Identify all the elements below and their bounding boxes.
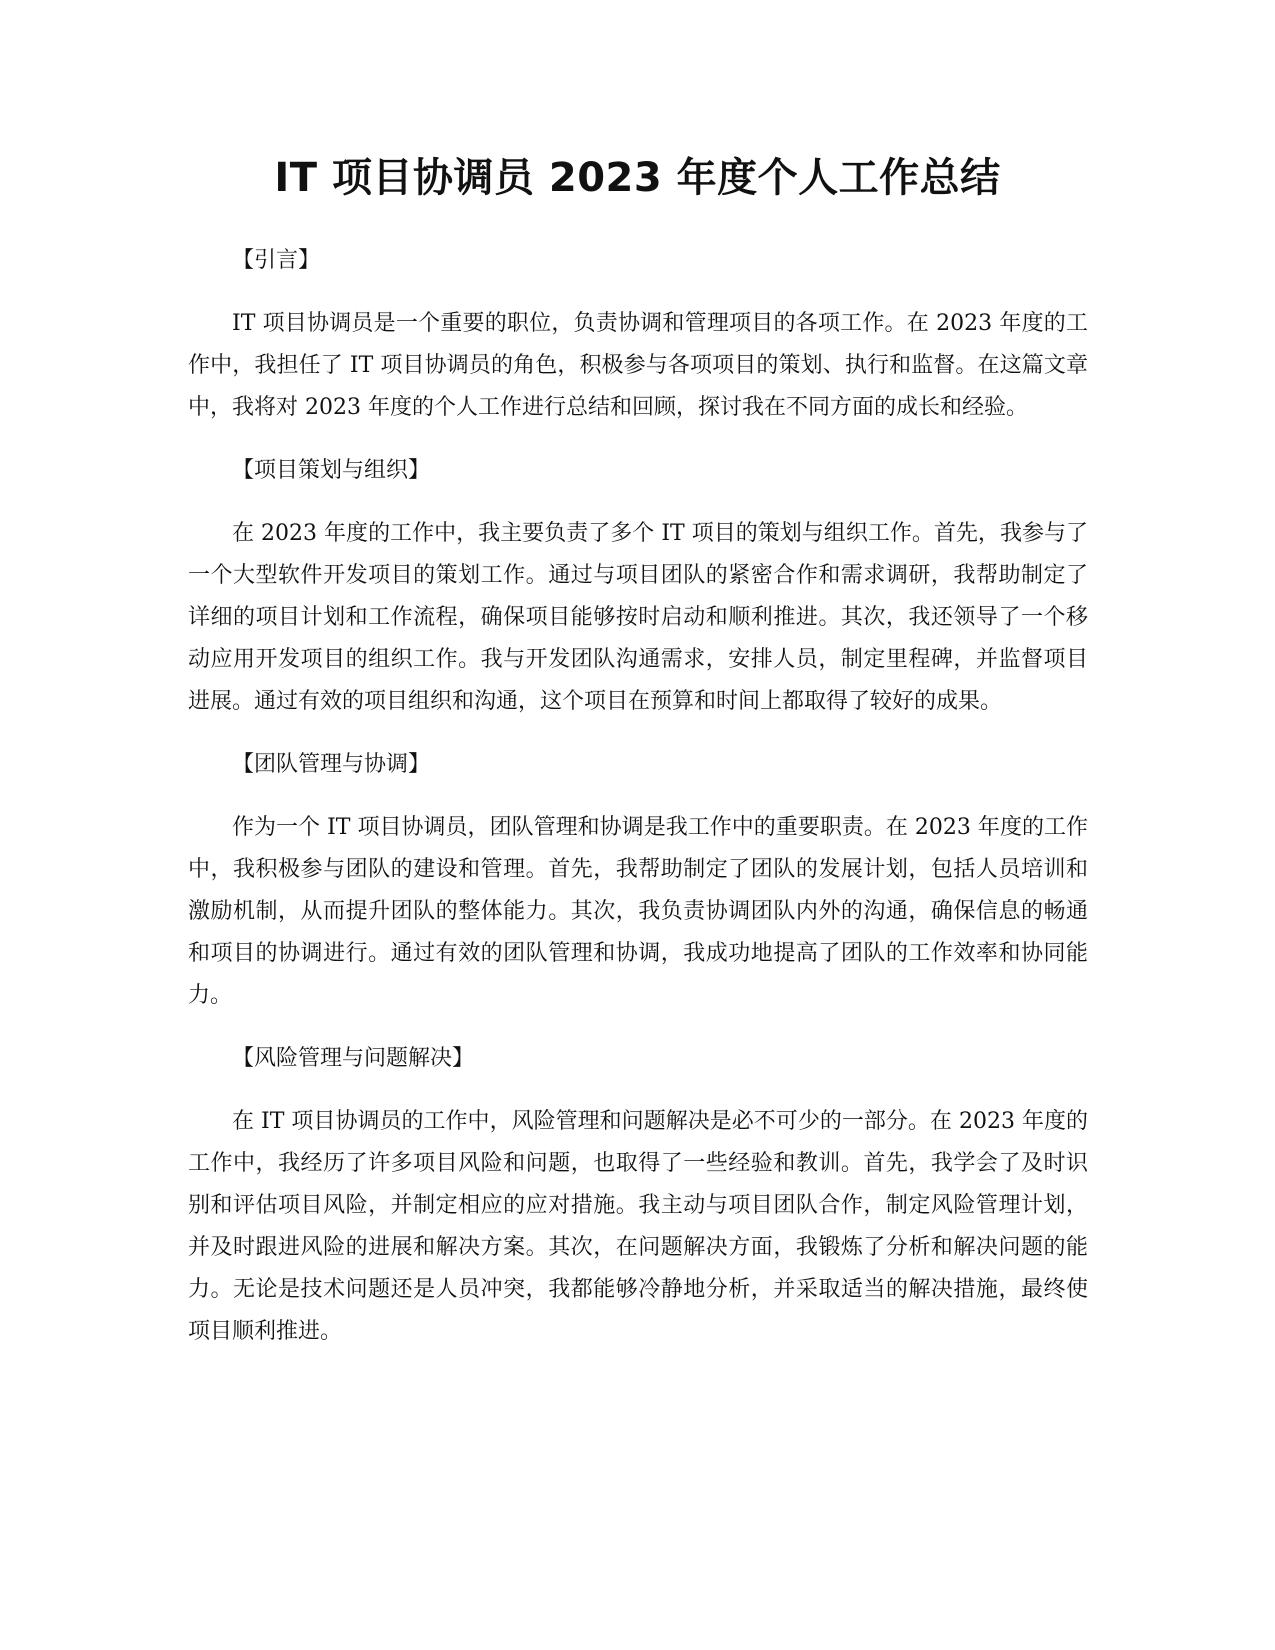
section-heading-risk-management: 【风险管理与问题解决】 — [232, 1046, 475, 1071]
section-heading-team-management: 【团队管理与协调】 — [232, 752, 431, 777]
document-title: IT 项目协调员 2023 年度个人工作总结 — [274, 155, 1001, 201]
section-heading-introduction: 【引言】 — [232, 248, 321, 273]
document-body — [188, 240, 1088, 1374]
section-paragraph-team-management: 作为一个 IT 项目协调员，团队管理和协调是我工作中的重要职责。在 2023 年度的工作中，我积极参与团队的建设和管理。首先，我帮助制定了团队的发展计划，包括人员培训和激励机制，从而提升团队的整体能力。其次，我负责协调团队内外的沟通，确保信息的畅通和项目的协调进行。通过有效的团队管理和协调，我成功地提高了团队的工作效率和协同能力。 — [188, 815, 1088, 1008]
section-paragraph-risk-management: 在 IT 项目协调员的工作中，风险管理和问题解决是必不可少的一部分。在 2023 年度的工作中，我经历了许多项目风险和问题，也取得了一些经验和教训。首先，我学会了及时识别和评估项目风险，并制定相应的应对措施。我主动与项目团队合作，制定风险管理计划，并及时跟进风险的进展和解决方案。其次，在问题解决方面，我锻炼了分析和解决问题的能力。无论是技术问题还是人员冲突，我都能够冷静地分析，并采取适当的解决措施，最终使项目顺利推进。 — [188, 1109, 1088, 1344]
section-paragraph-introduction: IT 项目协调员是一个重要的职位，负责协调和管理项目的各项工作。在 2023 年度的工作中，我担任了 IT 项目协调员的角色，积极参与各项项目的策划、执行和监督。在这篇文章中，我将对 2023 年度的个人工作进行总结和回顾，探讨我在不同方面的成长和经验。 — [188, 311, 1088, 420]
section-heading-project-planning: 【项目策划与组织】 — [232, 458, 431, 483]
section-paragraph-project-planning: 在 2023 年度的工作中，我主要负责了多个 IT 项目的策划与组织工作。首先，我参与了一个大型软件开发项目的策划工作。通过与项目团队的紧密合作和需求调研，我帮助制定了详细的项目计划和工作流程，确保项目能够按时启动和顺利推进。其次，我还领导了一个移动应用开发项目的组织工作。我与开发团队沟通需求，安排人员，制定里程碑，并监督项目进展。通过有效的项目组织和沟通，这个项目在预算和时间上都取得了较好的成果。 — [188, 521, 1088, 714]
